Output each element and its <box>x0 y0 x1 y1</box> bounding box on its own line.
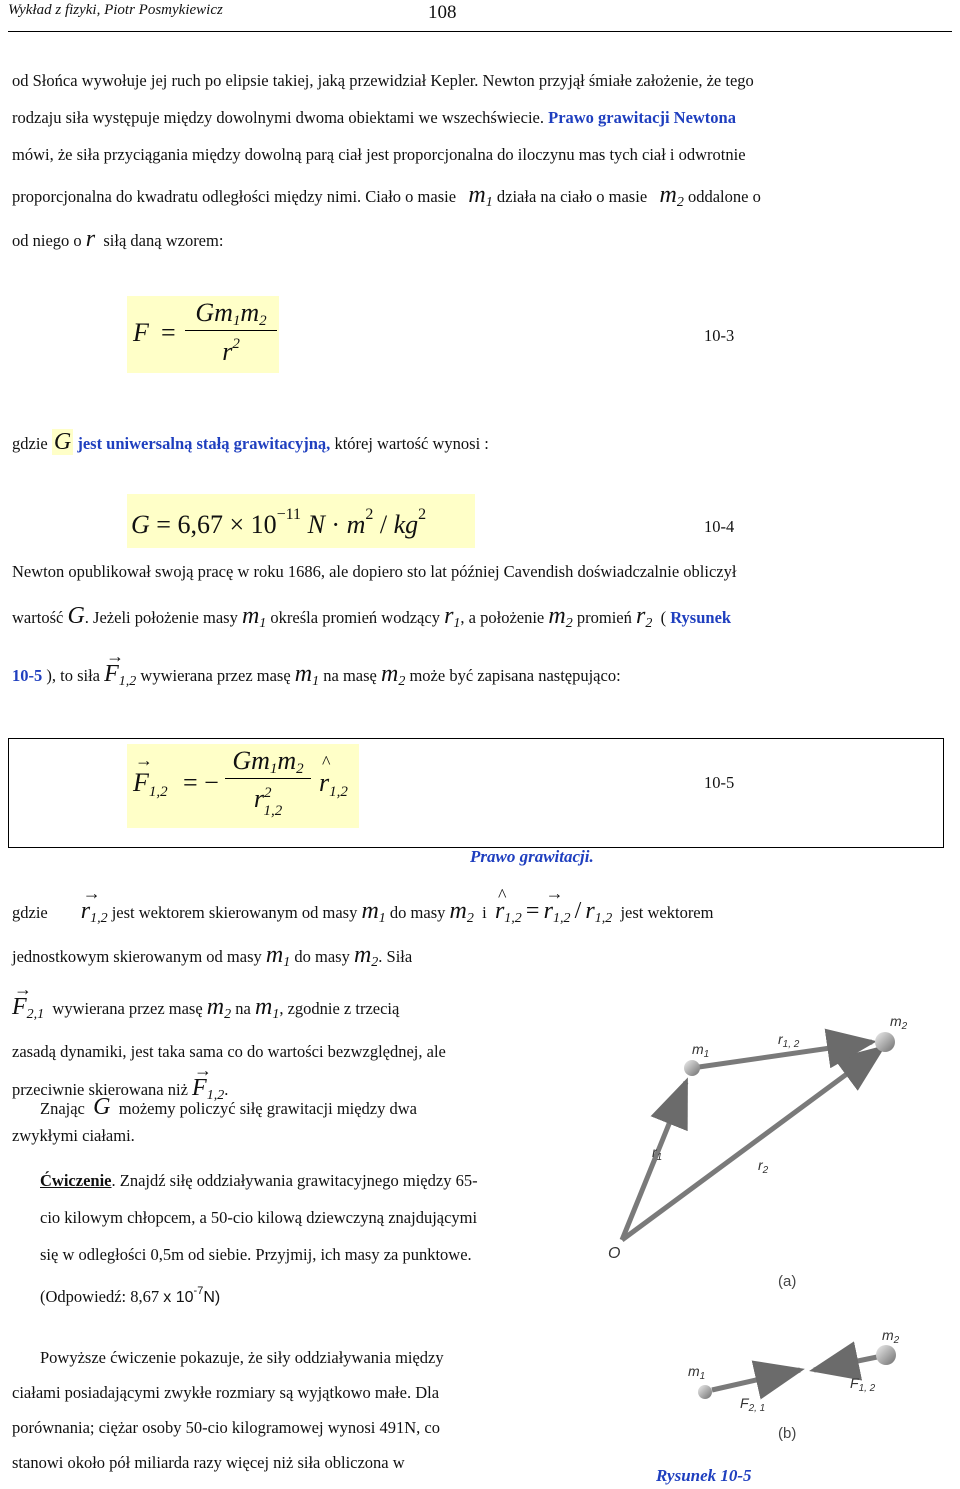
mass-2-label-b: $m_2$ <box>882 1327 900 1346</box>
figure-a-diagram <box>600 990 950 1310</box>
mass-1-ball-b <box>698 1385 712 1399</box>
p1-line1: od Słońca wywołuje jej ruch po elipsie takiej, jaką przewidział Kepler. Newton przyjął śmiałe założenie, że tego <box>12 71 754 90</box>
figure-reference: Rysunek <box>670 608 732 627</box>
paragraph-unit-vector-cont: jednostkowym skierowanym od masy $m_1$ do masy $m_2$. Siła → $F_{2,1}$ wywierana przez masę $m_2$ na $m_1$, zgodnie z trzecią zasadą dynamiki, jest taka sama co do wartości bezwzględnej, ale przeciwnie skierowana niż → $F_{1,2}$. <box>12 937 580 1114</box>
r2-label: $r_2$ <box>758 1157 769 1176</box>
mass-1-ball <box>684 1060 700 1076</box>
equation-number-10-4: 10-4 <box>704 517 735 536</box>
mass-2-ball-b <box>876 1345 896 1365</box>
exercise-title: Ćwiczenie <box>40 1171 112 1190</box>
force-f12-arrow <box>712 1370 800 1390</box>
figure-b-label: (b) <box>778 1425 797 1442</box>
mass-2-label: $m_2$ <box>890 1013 908 1032</box>
p3-line3: 10-5 ), to siła → $F_{1,2}$ wywierana przez masę $m_1$ na masę $m_2$ może być zapisana następująco: <box>12 656 952 700</box>
equation-number-10-5: 10-5 <box>704 773 735 792</box>
exercise-block: Ćwiczenie. Znajdź siłę oddziaływania grawitacyjnego między 65- cio kilowym chłopcem, a 50-cio kilową dziewczyną znajdującymi się w odległości 0,5m od siebie. Przyjmij, ich masy za punktowe. (Odpowiedź: 8,67 x $10^{-7}N$) <box>40 1162 580 1316</box>
p5-line2: zwykłymi ciałami. <box>12 1126 135 1145</box>
force-f21-arrow <box>814 1356 882 1370</box>
mass-1-label-b: $m_1$ <box>688 1363 706 1382</box>
paragraph-comparison-cont: ciałami posiadającymi zwykłe rozmiary są wyjątkowo małe. Dla porównania; ciężar osoby 50-cio kilogramowej wynosi 491N, co stanowi około pół miliarda razy więcej niż siła obliczona w <box>12 1383 440 1472</box>
constant-definition: jest uniwersalną stałą grawitacyjną, <box>77 434 331 453</box>
exercise-answer: (Odpowiedź: 8,67 x $10^{-7}N$) <box>40 1285 221 1306</box>
p1-line3: mówi, że siła przyciągania między dowolną parą ciał jest proporcjonalna do iloczynu mas tych ciał i odwrotnie <box>12 145 746 164</box>
law-title-inline: Prawo grawitacji Newtona <box>548 108 736 127</box>
figure-caption: Rysunek 10-5 <box>656 1466 752 1485</box>
f12-label: $F_{1, 2}$ <box>850 1375 876 1394</box>
p1-line5: od niego o r siłą daną wzorem: <box>12 226 224 252</box>
equation-number-10-3: 10-3 <box>704 326 735 345</box>
figure-a-label: (a) <box>778 1273 797 1290</box>
figure-b-diagram <box>600 1318 950 1448</box>
p1-line2: rodzaju siła występuje między dowolnymi dwoma obiektami we wszechświecie. Prawo grawitacji Newtona <box>12 108 736 127</box>
mass-1-label: $m_1$ <box>692 1041 710 1060</box>
paragraph-vector-form <box>12 553 952 700</box>
paragraph-constant: gdzie G jest uniwersalną stałą grawitacyjną, której wartość wynosi : <box>12 429 489 455</box>
header-rule <box>8 31 952 32</box>
paragraph-unit-vector <box>12 893 932 937</box>
paragraph-comparison: Powyższe ćwiczenie pokazuje, że siły oddziaływania między <box>40 1348 444 1367</box>
p1-line4: proporcjonalna do kwadratu odległości między nimi. Ciało o masie $m_1$ działa na ciało o masie $m_2$ oddalone o <box>12 182 761 210</box>
origin-label: O <box>608 1245 621 1262</box>
equation-caption: Prawo grawitacji. <box>470 847 594 866</box>
r12-label: $r_{1, 2}$ <box>778 1031 800 1050</box>
paragraph-intro <box>12 62 952 259</box>
mass-2-ball <box>875 1032 895 1052</box>
header-title: Wykład z fizyki, Piotr Posmykiewicz <box>8 2 223 18</box>
f21-label: $F_{2, 1}$ <box>740 1395 766 1414</box>
p3-line2: wartość G. Jeżeli położenie masy $m_1$ określa promień wodzący $r_1$, a położenie $m_2$ promień $r_2$ ( Rysunek <box>12 603 732 631</box>
paragraph-knowing-g: Znając G możemy policzyć siłę grawitacji między dwa <box>40 1094 417 1120</box>
equation-10-3: F = Gm1m2 $r^2$ <box>127 296 279 373</box>
equation-10-5: → F1,2 = − Gm1m2 $r^2_{1,2}$ ^ r1,2 <box>127 744 359 828</box>
p4-line1: gdzie → $r_{1,2}$ jest wektorem skierowanym od masy $m_1$ do masy $m_2$ i ^ $r_{1,2}$ = → $r_{1,2} / r_{1,2}$ jest wektorem <box>12 893 932 937</box>
page-number: 108 <box>428 2 457 23</box>
r1-label: $r_1$ <box>652 1144 663 1163</box>
p3-line1: Newton opublikował swoją pracę w roku 1686, ale dopiero sto lat później Cavendish doświadczalnie obliczył <box>12 562 737 581</box>
equation-10-4: $G = 6,67 \times 10^{-11}$ $N \cdot m^2 / kg^2$ <box>127 494 475 548</box>
